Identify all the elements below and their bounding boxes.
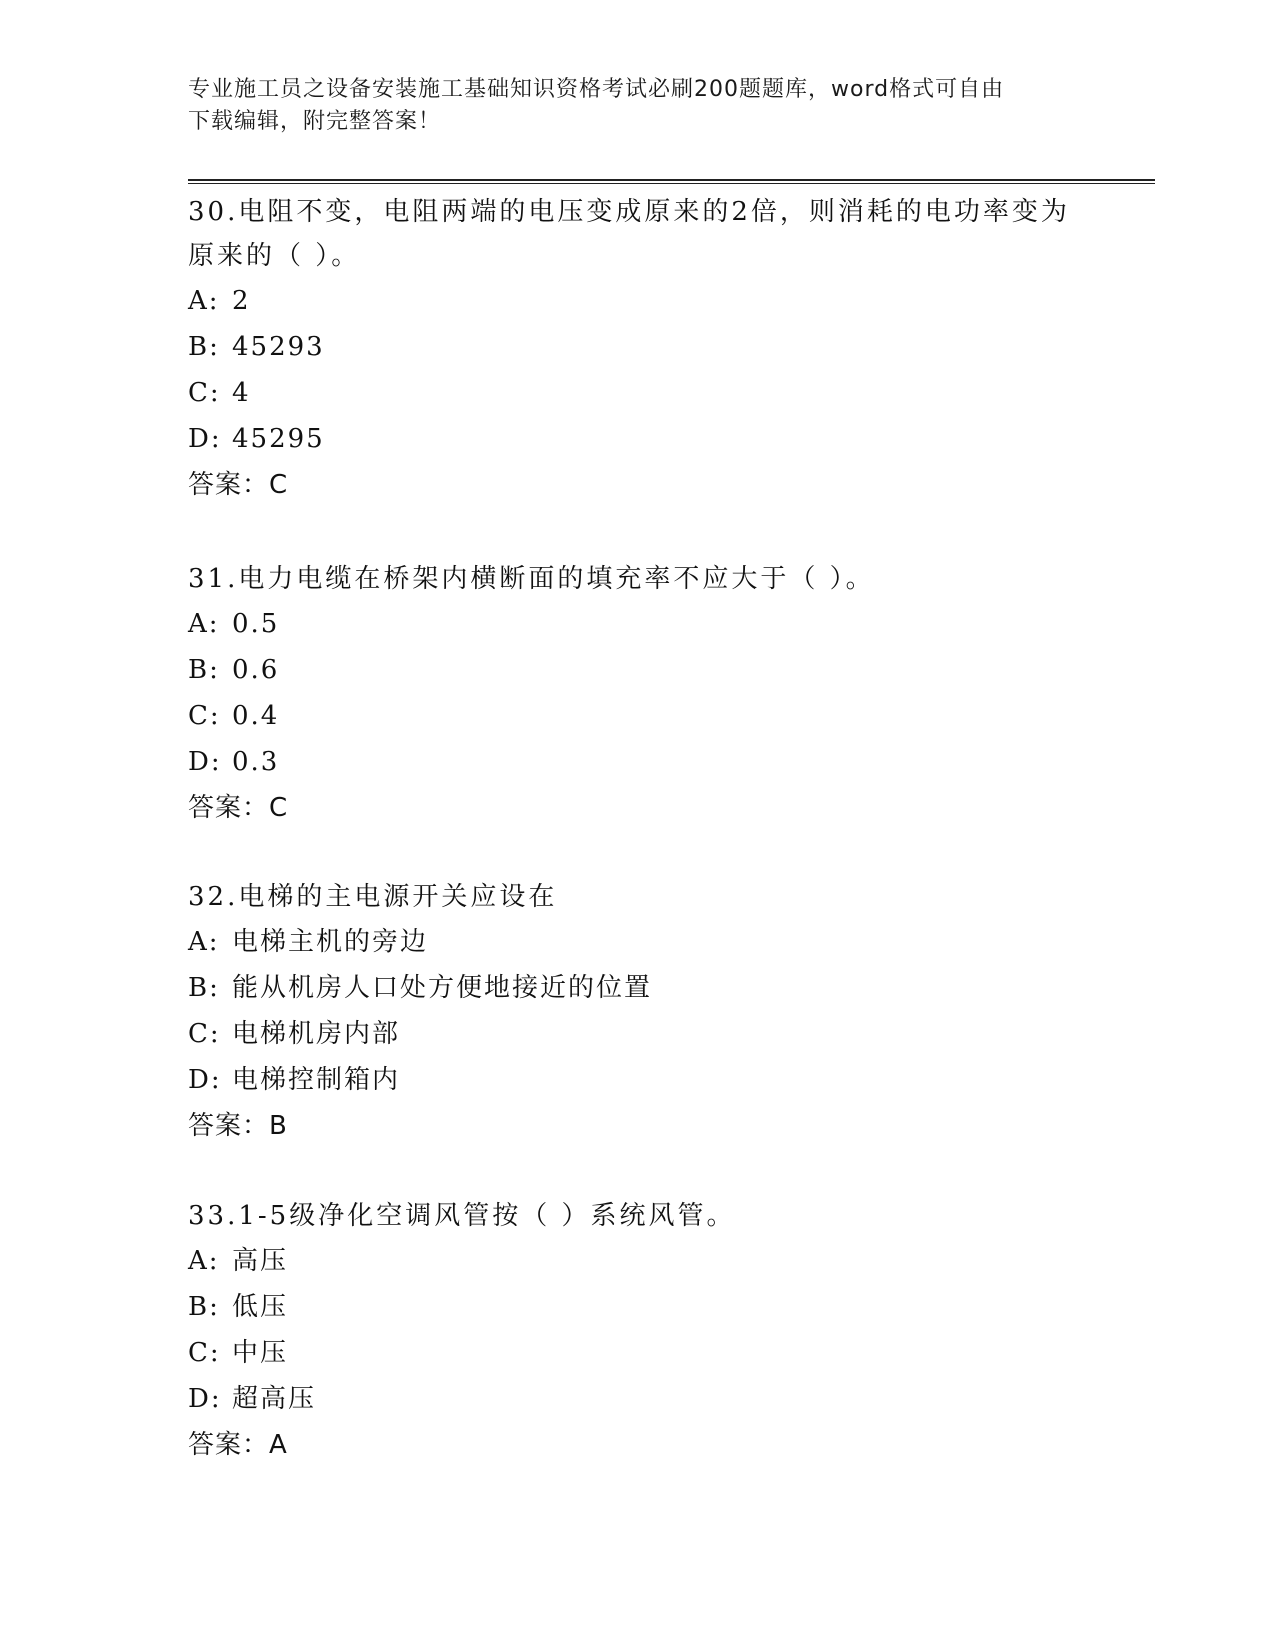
answer: 答案：B — [188, 1111, 288, 1141]
option-letter: C: — [188, 1338, 221, 1368]
option-text: 0.6 — [232, 655, 280, 685]
question-30 — [188, 190, 1088, 508]
option-a — [188, 1238, 1088, 1284]
option-text: 0.3 — [232, 747, 280, 777]
option-letter: C: — [188, 701, 221, 731]
option-b — [188, 324, 1088, 370]
option-text: 2 — [232, 286, 251, 316]
option-text: 能从机房人口处方便地接近的位置 — [232, 973, 653, 1003]
option-text: 电梯控制箱内 — [232, 1065, 401, 1095]
option-b — [188, 647, 1088, 693]
question-33 — [188, 1194, 1088, 1468]
option-text: 电梯机房内部 — [232, 1019, 401, 1049]
option-d — [188, 739, 1088, 785]
answer: 答案：C — [188, 793, 289, 823]
option-text: 45293 — [232, 332, 325, 362]
option-letter: A: — [188, 286, 220, 316]
option-text: 0.5 — [232, 609, 280, 639]
option-letter: D: — [188, 1065, 222, 1095]
option-text: 4 — [232, 378, 251, 408]
header-divider-thick — [188, 179, 1155, 181]
option-letter: B: — [188, 332, 220, 362]
option-text: 45295 — [232, 424, 325, 454]
option-letter: A: — [188, 1246, 220, 1276]
option-b — [188, 965, 1088, 1011]
option-a — [188, 278, 1088, 324]
document-header — [188, 74, 1068, 138]
option-c — [188, 693, 1088, 739]
option-text: 低压 — [232, 1292, 289, 1322]
header-line-2: 下载编辑，附完整答案！ — [188, 109, 442, 134]
option-letter: A: — [188, 927, 220, 957]
option-text: 中压 — [232, 1338, 289, 1368]
option-letter: D: — [188, 424, 222, 454]
option-letter: B: — [188, 655, 220, 685]
option-letter: C: — [188, 1019, 221, 1049]
question-title: 32.电梯的主电源开关应设在 — [188, 882, 558, 912]
option-d — [188, 1057, 1088, 1103]
header-divider-thin — [188, 183, 1155, 184]
option-d — [188, 1376, 1088, 1422]
question-32 — [188, 875, 1088, 1149]
option-c — [188, 370, 1088, 416]
option-d — [188, 416, 1088, 462]
option-letter: B: — [188, 973, 220, 1003]
header-line-1: 专业施工员之设备安装施工基础知识资格考试必刷200题题库，word格式可自由 — [188, 77, 1005, 102]
answer: 答案：C — [188, 470, 289, 500]
option-letter: C: — [188, 378, 221, 408]
option-letter: D: — [188, 747, 222, 777]
question-title: 33.1-5级净化空调风管按（ ）系统风管。 — [188, 1201, 736, 1231]
option-text: 超高压 — [232, 1384, 317, 1414]
option-text: 0.4 — [232, 701, 280, 731]
option-text: 电梯主机的旁边 — [232, 927, 429, 957]
option-c — [188, 1011, 1088, 1057]
option-a — [188, 601, 1088, 647]
option-letter: A: — [188, 609, 220, 639]
question-title: 31.电力电缆在桥架内横断面的填充率不应大于（ ）。 — [188, 564, 875, 594]
question-title: 30.电阻不变，电阻两端的电压变成原来的2倍，则消耗的电功率变为 — [188, 197, 1070, 227]
question-31 — [188, 557, 1088, 831]
option-text: 高压 — [232, 1246, 289, 1276]
option-b — [188, 1284, 1088, 1330]
option-letter: D: — [188, 1384, 222, 1414]
option-letter: B: — [188, 1292, 220, 1322]
question-title-continued: 原来的（ ）。 — [188, 241, 361, 271]
option-c — [188, 1330, 1088, 1376]
option-a — [188, 919, 1088, 965]
answer: 答案：A — [188, 1430, 288, 1460]
